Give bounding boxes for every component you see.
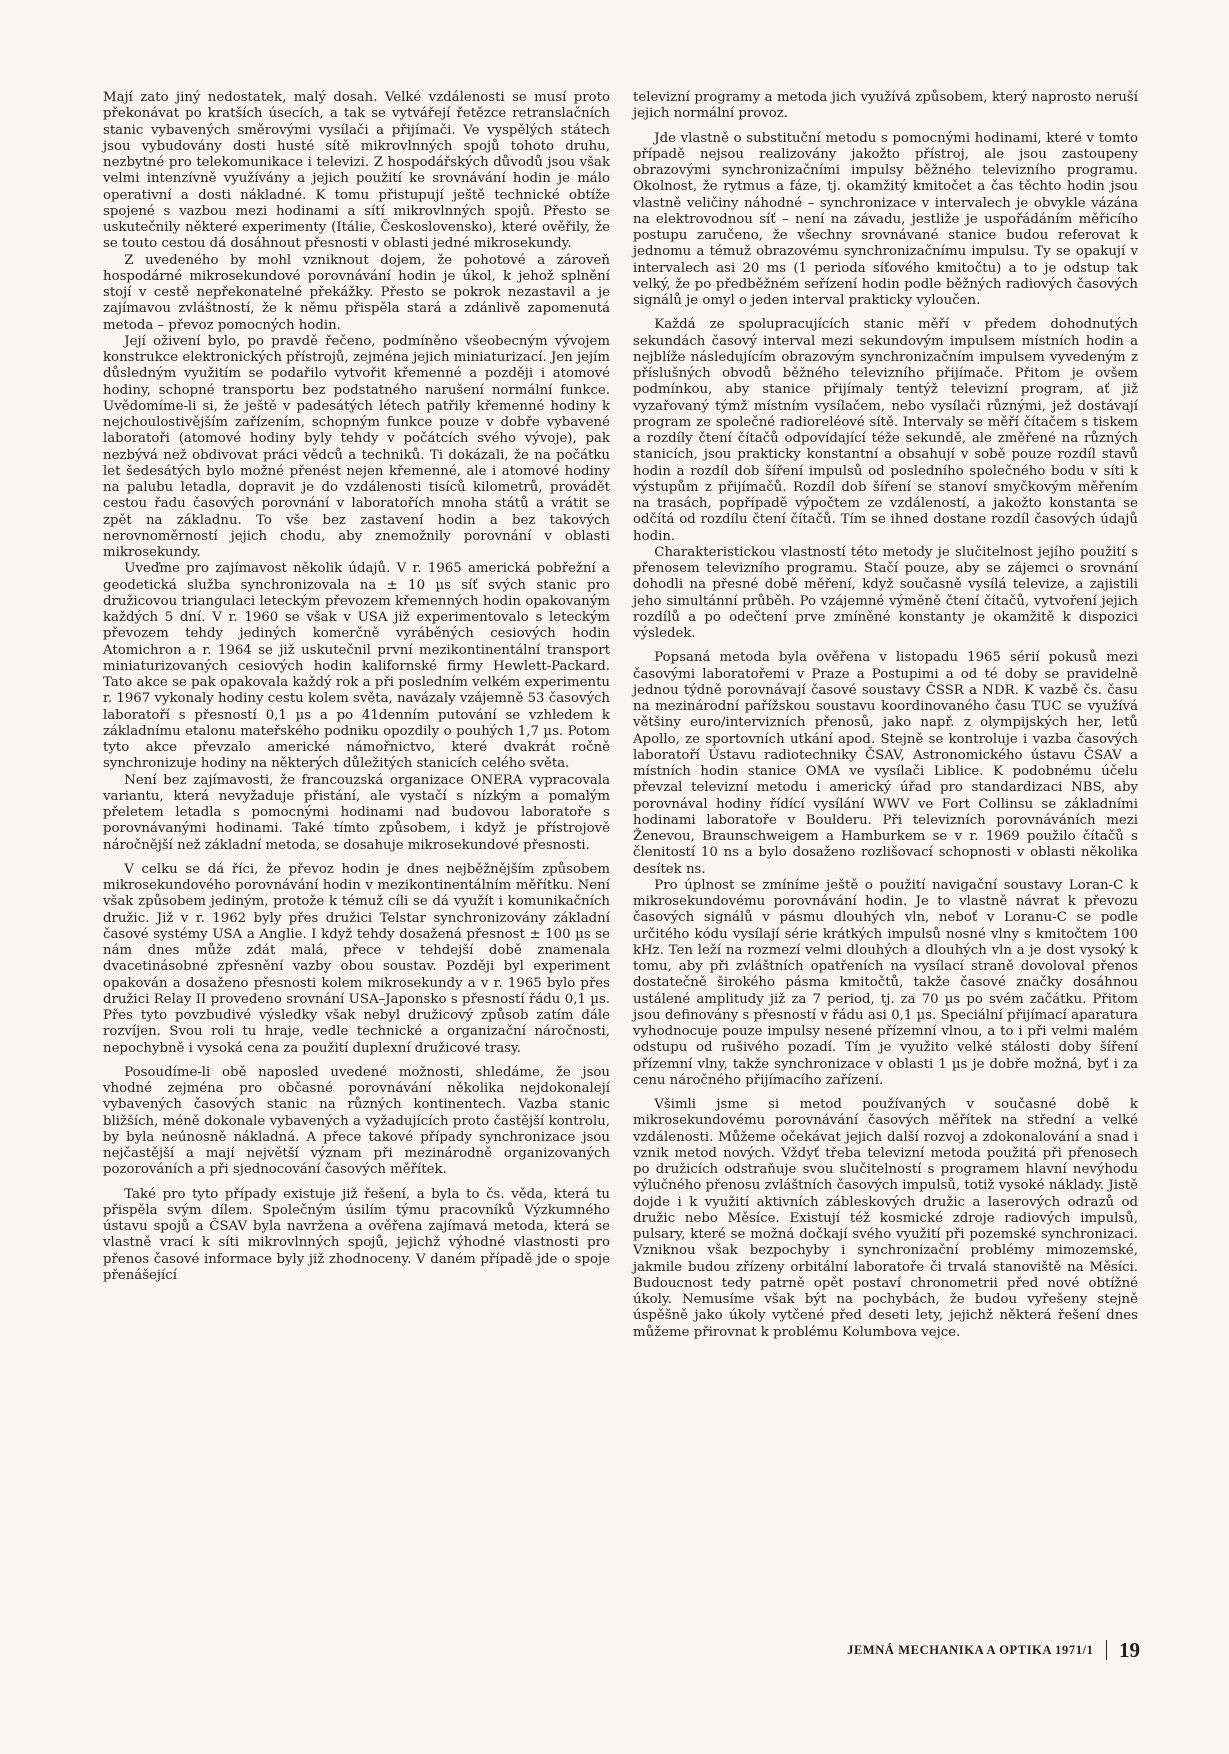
journal-title: JEMNÁ MECHANIKA A OPTIKA 1971/1 <box>847 1642 1094 1657</box>
paragraph: Z uvedeného by mohl vzniknout dojem, že pohotové a zároveň hospodárné mikrosekundové porovnávání hodin je úkol, k jehož splnění stojí v cestě nepřekonatelné překážky. Přesto se pokrok nezastavil a je zajímavou zvláštností, že k němu přispěla stará a zdánlivě zapomenutá metoda – převoz pomocných hodin. <box>103 252 610 333</box>
paragraph: Posoudíme-li obě naposled uvedené možnosti, shledáme, že jsou vhodné zejména pro občasné porovnávání několika nejdokonalejí vybavených časových stanic na různých kontinentech. Vazba stanic bližších, méně dokonale vybavených a vyžadujících proto častější kontrolu, by byla neúnosně nákladná. A přece takové případy synchronizace jsou nejčastější a mají největší význam při mezinárodně organizovaných pozorováních a při sjednocování časových měřítek. <box>103 1064 610 1178</box>
page-footer <box>788 1636 1140 1664</box>
paragraph: Každá ze spolupracujících stanic měří v předem dohodnutých sekundách časový interval mezi sekundovým impulsem místních hodin a nejblíže následujícím obrazovým synchronizačním impulsem vyvedeným z příslušných obvodů běžného televizního přijímače. Přitom je ovšem podmínkou, aby stanice přijímaly tentýž televizní program, ať již vyzařovaný týmž místním vysílačem, nebo vysílači různými, jež dostávají program ze společné radioreléové sítě. Intervaly se měří čítačem s tiskem a rozdíly čtení čítačů odpovídající téže sekundě, ale změřené na různých stanicích, jsou prakticky konstantní a obsahují v sobě pouze rozdíl stavů hodin a rozdíl dob šíření impulsů od posledního společného bodu v síti k výstupům z přijímačů. Rozdíl dob šíření se stanoví smyčkovým měřením na trasách, popřípadě výpočtem ze vzdáleností, a jakožto konstanta se odčítá od rozdílu čtení čítačů. Tím se ihned dostane rozdíl časových údajů hodin. <box>633 317 1138 544</box>
paragraph: Popsaná metoda byla ověřena v listopadu 1965 sérií pokusů mezi časovými laboratořemi v Praze a Postupimi a od té doby se pravidelně jednou týdně porovnávají časové soustavy ČSSR a NDR. K vazbě čs. času na mezinárodní pařížskou soustavu koordinovaného času TUC se využívá většiny euro/intervizních přenosů, jako např. z olympijských her, letů Apollo, ze sportovních utkání apod. Stejně se kontroluje i vazba časových laboratoří Ústavu radiotechniky ČSAV, Astronomického ústavu ČSAV a místních hodin stanice OMA ve vysílači Liblice. K podobnému účelu převzal televizní metodu i americký úřad pro standardizaci NBS, aby porovnával hodiny řídící vysílání WWV ve Fort Collinsu se základními hodinami laboratoře v Boulderu. Při televizních porovnáváních mezi Ženevou, Braunschweigem a Hamburkem se v r. 1969 použilo čítačů s členitostí 10 ns a bylo dosaženo rozlišovací schopnosti v oblasti několika desítek ns. <box>633 650 1138 877</box>
footer-divider <box>1106 1640 1108 1660</box>
paragraph: Také pro tyto případy existuje již řešení, a byla to čs. věda, která tu přispěla svým dílem. Společným úsilím týmu pracovníků Výzkumného ústavu spojů a ČSAV byla navržena a ověřena zajímavá metoda, která se vlastně vrací k síti mikrovlnných spojů, jejichž výhodné vlastnosti pro přenos časové informace byly již zhodnoceny. V daném případě jde o spoje přenášející <box>103 1186 610 1283</box>
paragraph: Mají zato jiný nedostatek, malý dosah. Velké vzdálenosti se musí proto překonávat po kratších úsecích, a tak se vytvářejí řetězce retranslačních stanic vybavených směrovými vysílači a přijímači. Ve vyspělých státech jsou vybudovány dosti husté sítě mikrovlnných spojů tohoto druhu, nezbytné pro telekomunikace i televizi. Z hospodářských důvodů jsou však velmi intenzívně využívány a jejich použití ke srovnávání hodin je málo operativní a dosti nákladné. K tomu přistupují ještě technické obtíže spojené s vazbou mezi hodinami a sítí mikrovlnných spojů. Přesto se uskutečnily některé experimenty (Itálie, Československo), které ověřily, že se touto cestou dá dosáhnout přesnosti v oblasti jedné mikrosekundy. <box>103 90 610 252</box>
paragraph: Jde vlastně o substituční metodu s pomocnými hodinami, které v tomto případě nejsou realizovány jakožto přístroj, ale jsou zastoupeny obrazovými synchronizačními impulsy běžného televizního programu. Okolnost, že rytmus a fáze, tj. okamžitý kmitočet a čas těchto hodin jsou vlastně veličiny náhodné – synchronizace v intervalech je obvykle vázána na elektrovodnou síť – není na závadu, jestliže je uspořádáním měřicího postupu zaručeno, že všechny srovnávané stanice budou referovat k jednomu a témuž obrazovému synchronizačnímu impulsu. Ty se opakují v intervalech asi 20 ms (1 perioda síťového kmitočtu) a to je odstup tak velký, že po předběžném seřízení hodin podle běžných radiových časových signálů je omyl o jeden interval prakticky vyloučen. <box>633 130 1138 308</box>
paragraph: Pro úplnost se zmíníme ještě o použití navigační soustavy Loran-C k mikrosekundovému porovnávání hodin. Je to vlastně návrat k převozu časových signálů v pásmu dlouhých vln, neboť v Loranu-C se podle určitého kódu vysílají série krátkých impulsů nosné vlny s kmitočtem 100 kHz. Ten leží na rozmezí velmi dlouhých a dlouhých vln a je dost vysoký k tomu, aby při zvláštních opatřeních na vysílací straně dovoloval přenos dostatečně širokého pásma kmitočtů, takže časové značky dosáhnou ustálené amplitudy již za 7 period, tj. za 70 µs po svém začátku. Přitom jsou definovány s přesností v řádu asi 0,1 µs. Speciální přijímací aparatura vyhodnocuje pouze impulsy nesené přízemní vlnou, a to i při velmi malém odstupu od rušivého pozadí. Tím je využito velké stálosti doby šíření přízemní vlny, takže synchronizace v oblasti 1 µs je dobře možná, byť i za cenu náročného přijímacího zařízení. <box>633 877 1138 1088</box>
paragraph: televizní programy a metoda jich využívá způsobem, který naprosto neruší jejich normální provoz. <box>633 90 1138 122</box>
paragraph: Není bez zajímavosti, že francouzská organizace ONERA vypracovala variantu, která nevyžaduje přistání, ale vystačí s nízkým a pomalým přeletem letadla s pomocnými hodinami nad budovou laboratoře s porovnávanými hodinami. Také tímto způsobem, i když je přístrojově náročnější než základní metoda, se dosahuje mikrosekundové přesnosti. <box>103 772 610 853</box>
page-number: 19 <box>1119 1637 1140 1662</box>
paragraph: Její oživení bylo, po pravdě řečeno, podmíněno všeobecným vývojem konstrukce elektronických přístrojů, zejména jejich miniaturizací. Jen jejím důsledným využitím se podařilo vytvořit křemenné a později i atomové hodiny, schopné transportu bez podstatného narušení normální funkce. Uvědomíme-li si, že ještě v padesátých létech patřily křemenné hodiny k nejchoulostivějším zařízením, schopným funkce pouze v dobře vybavené laboratoři (atomové hodiny byly tehdy v počátcích svého vývoje), pak nezbývá než obdivovat práci vědců a techniků. Ti dokázali, že na počátku let šedesátých bylo možné přenést nejen křemenné, ale i atomové hodiny na palubu letadla, dopravit je do vzdálenosti tisíců kilometrů, provádět cestou řadu časových porovnání v laboratořích mnoha států a vrátit se zpět na základnu. To vše bez zastavení hodin a bez takových nerovnoměrností jejich chodu, aby znemožnily porovnání v oblasti mikrosekundy. <box>103 333 610 560</box>
paragraph: Uveďme pro zajímavost několik údajů. V r. 1965 americká pobřežní a geodetická služba synchronizovala na ± 10 µs síť svých stanic pro družicovou triangulaci leteckým převozem křemenných hodin opakovaným každých 5 dní. V r. 1960 se však v USA již experimentovalo s leteckým převozem tehdy jediných komerčně vyráběných cesiových hodin Atomichron a r. 1964 se již uskutečnil první mezikontinentální transport miniaturizovaných cesiových hodin kalifornské firmy Hewlett-Packard. Tato akce se pak opakovala každý rok a při posledním velkém experimentu r. 1967 vykonaly hodiny cestu kolem světa, navázaly vzájemně 53 časových laboratoří s přesností 0,1 µs a po 41denním putování se vzhledem k základnímu etalonu mateřského podniku opozdily o pouhých 1,7 µs. Potom tyto akce převzalo americké námořnictvo, které dvakrát ročně synchronizuje hodiny na některých důležitých stanicích celého světa. <box>103 561 610 772</box>
paragraph: Charakteristickou vlastností této metody je slučitelnost jejího použití s přenosem televizního programu. Stačí pouze, aby se zájemci o srovnání dohodli na přesné době měření, když současně vysílá televize, a zajistili jeho simultánní průběh. Po vzájemné výměně čtení čítačů, vytvoření jejich rozdílů a po odečtení prve zmíněné konstanty je okamžitě k dispozici výsledek. <box>633 544 1138 641</box>
paragraph: Všimli jsme si metod používaných v současné době k mikrosekundovému porovnávání časových měřítek na střední a velké vzdálenosti. Můžeme očekávat jejich další rozvoj a zdokonalování a snad i vznik metod nových. Vždyť třeba televizní metoda použitá při přenosech po družicích odstraňuje svou slučitelností s programem hlavní nevýhodu výlučného přenosu zvláštních časových impulsů, totiž vysoké náklady. Jistě dojde i k využití aktivních zábleskových družic a laserových odrazů od družic nebo Měsíce. Existují též kosmické zdroje radiových impulsů, pulsary, které se možná dočkají svého využití při pozemské synchronizaci. Vzniknou však bezpochyby i synchronizační problémy mimozemské, jakmile budou zřízeny orbitální laboratoře či trvalá stanoviště na Měsíci. Budoucnost tedy patrně opět postaví chronometrii před nové obtížné úkoly. Nemusíme však být na pochybách, že budou vyřešeny stejně úspěšně jako úkoly vytčené před deseti lety, jejichž některá řešení dnes můžeme přirovnat k problému Kolumbova vejce. <box>633 1097 1138 1340</box>
right-column <box>633 90 1138 1341</box>
paragraph: V celku se dá říci, že převoz hodin je dnes nejběžnějším způsobem mikrosekundového porovnávání hodin v mezikontinentálním měřítku. Není však způsobem jediným, protože k témuž cíli se dá využít i komunikačních družic. Již v r. 1962 byly přes družici Telstar synchronizovány základní časové systémy USA a Anglie. I když tehdy dosažená přesnost ± 100 µs se nám dnes může zdát malá, přece v tehdejší době znamenala dvacetinásobné zpřesnění vazby obou soustav. Později byl experiment opakován a dosaženo přesnosti kolem mikrosekundy a v r. 1965 bylo přes družici Relay II provedeno srovnání USA–Japonsko s přesností řádu 0,1 µs. Přes tyto povzbudivé výsledky však nebyl družicový způsob zatím dále rozvíjen. Svou roli tu hraje, vedle technické a organizační náročnosti, nepochybně i vysoká cena za použití duplexní družicové trasy. <box>103 861 610 1056</box>
left-column <box>103 90 610 1284</box>
